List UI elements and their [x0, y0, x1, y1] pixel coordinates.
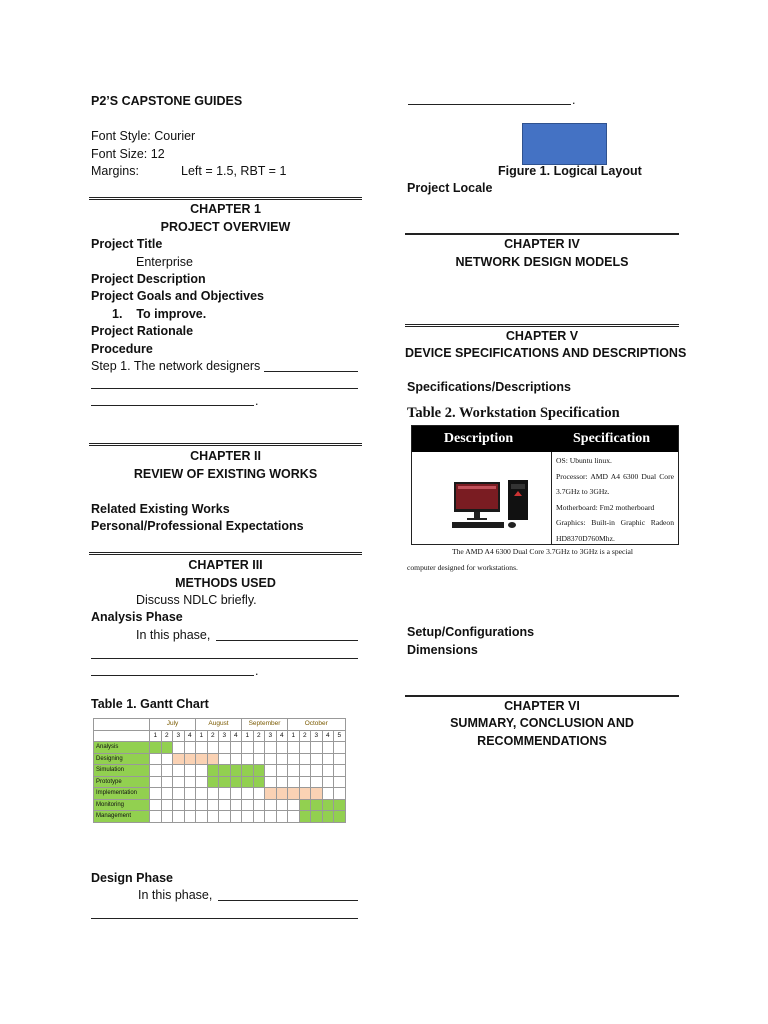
gantt-cell: [334, 765, 346, 777]
design-phase-heading: Design Phase: [91, 871, 173, 885]
gantt-bar-cell: [276, 788, 288, 800]
table-1-caption: Table 1. Gantt Chart: [91, 697, 209, 711]
gantt-cell: [288, 742, 300, 754]
gantt-cell: [184, 788, 196, 800]
gantt-cell: [288, 765, 300, 777]
gantt-month: August: [196, 719, 242, 731]
gantt-bar-cell: [334, 811, 346, 823]
gantt-cell: [276, 811, 288, 823]
gantt-bar-cell: [173, 753, 185, 765]
gantt-cell: [219, 753, 231, 765]
gantt-cell: [150, 753, 162, 765]
gantt-bar-cell: [219, 776, 231, 788]
gantt-cell: [311, 742, 323, 754]
blank-line: [91, 918, 358, 919]
margins-label: Margins:: [91, 164, 139, 178]
gantt-bar-cell: [253, 765, 265, 777]
gantt-week: 2: [207, 730, 219, 742]
gantt-cell: [242, 811, 254, 823]
gantt-cell: [276, 753, 288, 765]
gantt-cell: [207, 799, 219, 811]
project-locale-heading: Project Locale: [407, 181, 493, 195]
gantt-week: 3: [265, 730, 277, 742]
gantt-week: 4: [230, 730, 242, 742]
gantt-cell: [173, 765, 185, 777]
spec-note-line-2: computer designed for workstations.: [407, 563, 518, 572]
gantt-cell: [219, 799, 231, 811]
gantt-cell: [288, 811, 300, 823]
gantt-cell: [334, 776, 346, 788]
analysis-phase-heading: Analysis Phase: [91, 610, 183, 624]
expectations-heading: Personal/Professional Expectations: [91, 519, 304, 533]
gantt-cell: [299, 776, 311, 788]
chapter-3-title: METHODS USED: [175, 576, 276, 590]
gantt-week: 2: [253, 730, 265, 742]
gantt-cell: [196, 788, 208, 800]
gantt-cell: [161, 811, 173, 823]
gantt-week: 4: [184, 730, 196, 742]
table-2-caption: Table 2. Workstation Specification: [407, 405, 620, 421]
gantt-task-label: Monitoring: [94, 799, 150, 811]
gantt-cell: [253, 799, 265, 811]
related-works-heading: Related Existing Works: [91, 502, 230, 516]
chapter-6-title-line-1: SUMMARY, CONCLUSION AND: [450, 716, 634, 730]
chapter-2-title: REVIEW OF EXISTING WORKS: [133, 467, 318, 481]
gantt-bar-cell: [288, 788, 300, 800]
gantt-chart: [93, 718, 346, 823]
gantt-week: 3: [311, 730, 323, 742]
gantt-cell: [265, 742, 277, 754]
gantt-week: 4: [322, 730, 334, 742]
doc-title: P2’S CAPSTONE GUIDES: [91, 94, 243, 108]
goals-heading: Project Goals and Objectives: [91, 289, 264, 303]
figure-1-caption: Figure 1. Logical Layout: [498, 164, 642, 178]
gantt-cell: [288, 799, 300, 811]
gantt-week: 3: [173, 730, 185, 742]
blank-line: [216, 640, 358, 641]
workstation-image: [412, 452, 552, 544]
gantt-cell: [265, 776, 277, 788]
divider: [405, 233, 679, 235]
gantt-bar-cell: [196, 753, 208, 765]
gantt-cell: [207, 742, 219, 754]
gantt-cell: [230, 788, 242, 800]
gantt-week: 1: [242, 730, 254, 742]
gantt-bar-cell: [311, 788, 323, 800]
gantt-cell: [150, 765, 162, 777]
workstation-spec-table: [411, 425, 679, 545]
font-style-line: Font Style: Courier: [91, 129, 196, 143]
gantt-bar-cell: [242, 776, 254, 788]
gantt-cell: [161, 776, 173, 788]
gantt-cell: [207, 788, 219, 800]
divider: [89, 552, 362, 555]
gantt-cell: [173, 811, 185, 823]
blank-line: [218, 900, 358, 901]
gantt-cell: [253, 753, 265, 765]
gantt-cell: [207, 811, 219, 823]
goal-item-1: 1. To improve.: [112, 307, 207, 321]
gantt-cell: [219, 742, 231, 754]
gantt-cell: [230, 799, 242, 811]
gantt-cell: [334, 742, 346, 754]
divider: [89, 197, 362, 200]
gantt-cell: [184, 742, 196, 754]
gantt-cell: [253, 811, 265, 823]
gantt-cell: [242, 753, 254, 765]
chapter-4-number: CHAPTER IV: [504, 237, 580, 251]
chapter-5-number: CHAPTER V: [505, 329, 579, 343]
gantt-bar-cell: [150, 742, 162, 754]
blank-line: [408, 104, 571, 105]
design-phase-text: In this phase,: [138, 888, 213, 902]
gantt-month: July: [150, 719, 196, 731]
col-specification-header: Specification: [573, 431, 650, 446]
blank-line: [264, 371, 358, 372]
blank-line: [91, 388, 358, 389]
ndlc-text: Discuss NDLC briefly.: [136, 593, 257, 607]
gantt-month: September: [242, 719, 288, 731]
font-size-line: Font Size: 12: [91, 147, 165, 161]
gantt-row: [94, 811, 346, 823]
gantt-cell: [196, 799, 208, 811]
gantt-cell: [150, 788, 162, 800]
gantt-cell: [161, 788, 173, 800]
gantt-cell: [288, 753, 300, 765]
gantt-bar-cell: [299, 788, 311, 800]
divider: [89, 443, 362, 446]
gantt-week: 2: [299, 730, 311, 742]
gantt-cell: [173, 788, 185, 800]
gantt-week: 1: [288, 730, 300, 742]
gantt-corner: [94, 730, 150, 742]
analysis-phase-text: In this phase,: [136, 628, 211, 642]
gantt-row: [94, 765, 346, 777]
gantt-task-label: Simulation: [94, 765, 150, 777]
gantt-task-label: Designing: [94, 753, 150, 765]
chapter-5-title: DEVICE SPECIFICATIONS AND DESCRIPTIONS: [405, 346, 687, 360]
gantt-cell: [196, 742, 208, 754]
gantt-cell: [242, 799, 254, 811]
gantt-cell: [196, 776, 208, 788]
gantt-cell: [150, 811, 162, 823]
gantt-month: October: [288, 719, 346, 731]
gantt-cell: [322, 753, 334, 765]
gantt-cell: [334, 753, 346, 765]
gantt-cell: [322, 788, 334, 800]
gantt-cell: [161, 753, 173, 765]
chapter-1-number: CHAPTER 1: [190, 202, 261, 216]
gantt-cell: [184, 799, 196, 811]
divider: [405, 695, 679, 697]
gantt-bar-cell: [299, 799, 311, 811]
gantt-bar-cell: [334, 799, 346, 811]
gantt-cell: [265, 753, 277, 765]
gantt-cell: [173, 742, 185, 754]
gantt-bar-cell: [253, 776, 265, 788]
gantt-bar-cell: [311, 811, 323, 823]
period: .: [572, 93, 576, 107]
divider: [405, 324, 679, 327]
gantt-cell: [150, 776, 162, 788]
chapter-1-title: PROJECT OVERVIEW: [160, 220, 291, 234]
procedure-heading: Procedure: [91, 342, 153, 356]
spec-note-line-1: The AMD A4 6300 Dual Core 3.7GHz to 3GHz is a special: [452, 547, 633, 556]
gantt-cell: [230, 742, 242, 754]
gantt-cell: [173, 799, 185, 811]
spec-line: Processor: AMD A4 6300 Dual Core 3.7GHz to 3GHz.: [556, 471, 674, 496]
gantt-bar-cell: [207, 753, 219, 765]
gantt-bar-cell: [311, 799, 323, 811]
chapter-4-title: NETWORK DESIGN MODELS: [455, 255, 629, 269]
project-description-heading: Project Description: [91, 272, 206, 286]
gantt-week: 2: [161, 730, 173, 742]
gantt-cell: [184, 765, 196, 777]
gantt-bar-cell: [230, 765, 242, 777]
gantt-cell: [161, 799, 173, 811]
gantt-cell: [322, 765, 334, 777]
spec-list: [552, 452, 678, 544]
gantt-week: 1: [196, 730, 208, 742]
enterprise-text: Enterprise: [136, 255, 193, 269]
gantt-cell: [219, 788, 231, 800]
gantt-cell: [311, 765, 323, 777]
gantt-cell: [184, 776, 196, 788]
blank-line: [91, 658, 358, 659]
col-description-header: Description: [443, 431, 514, 446]
dimensions-heading: Dimensions: [407, 643, 478, 657]
gantt-cell: [276, 765, 288, 777]
gantt-bar-cell: [207, 776, 219, 788]
gantt-bar-cell: [299, 811, 311, 823]
gantt-bar-cell: [265, 788, 277, 800]
gantt-cell: [265, 765, 277, 777]
gantt-cell: [322, 742, 334, 754]
step-1-text: Step 1. The network designers: [91, 359, 261, 373]
blank-line: [91, 675, 254, 676]
spec-line: OS: Ubuntu linux.: [556, 456, 612, 465]
gantt-cell: [242, 742, 254, 754]
gantt-cell: [230, 753, 242, 765]
rationale-heading: Project Rationale: [91, 324, 194, 338]
gantt-row: [94, 788, 346, 800]
setup-heading: Setup/Configurations: [407, 625, 535, 639]
gantt-cell: [288, 776, 300, 788]
gantt-cell: [196, 765, 208, 777]
gantt-bar-cell: [230, 776, 242, 788]
chapter-3-number: CHAPTER III: [188, 558, 263, 572]
gantt-week: 3: [219, 730, 231, 742]
gantt-task-label: Management: [94, 811, 150, 823]
blank-line: [91, 405, 254, 406]
gantt-task-label: Prototype: [94, 776, 150, 788]
gantt-week: 5: [334, 730, 346, 742]
gantt-bar-cell: [184, 753, 196, 765]
gantt-row: [94, 799, 346, 811]
gantt-cell: [150, 799, 162, 811]
gantt-cell: [173, 776, 185, 788]
gantt-week: 1: [150, 730, 162, 742]
gantt-cell: [276, 776, 288, 788]
spec-line: Motherboard: Fm2 motherboard: [556, 502, 655, 512]
gantt-bar-cell: [322, 799, 334, 811]
gantt-cell: [299, 753, 311, 765]
gantt-cell: [311, 753, 323, 765]
gantt-cell: [322, 776, 334, 788]
gantt-cell: [196, 811, 208, 823]
chapter-2-number: CHAPTER II: [190, 449, 261, 463]
gantt-cell: [299, 765, 311, 777]
gantt-row: [94, 753, 346, 765]
gantt-cell: [265, 799, 277, 811]
gantt-row: [94, 742, 346, 754]
gantt-bar-cell: [219, 765, 231, 777]
gantt-corner: [94, 719, 150, 731]
gantt-cell: [253, 742, 265, 754]
gantt-bar-cell: [242, 765, 254, 777]
gantt-cell: [219, 811, 231, 823]
chapter-6-number: CHAPTER VI: [504, 699, 580, 713]
period: .: [255, 394, 259, 408]
project-title-heading: Project Title: [91, 237, 163, 251]
gantt-cell: [299, 742, 311, 754]
gantt-cell: [265, 811, 277, 823]
gantt-cell: [276, 799, 288, 811]
margins-value: Left = 1.5, RBT = 1: [181, 164, 287, 178]
gantt-cell: [184, 811, 196, 823]
gantt-cell: [311, 776, 323, 788]
gantt-bar-cell: [207, 765, 219, 777]
gantt-row: [94, 776, 346, 788]
logical-layout-figure: [522, 123, 607, 165]
gantt-week: 4: [276, 730, 288, 742]
gantt-bar-cell: [322, 811, 334, 823]
gantt-cell: [334, 788, 346, 800]
gantt-cell: [230, 811, 242, 823]
specifications-heading: Specifications/Descriptions: [407, 380, 571, 394]
gantt-task-label: Implementation: [94, 788, 150, 800]
chapter-6-title-line-2: RECOMMENDATIONS: [477, 734, 607, 748]
gantt-cell: [276, 742, 288, 754]
gantt-cell: [242, 788, 254, 800]
gantt-cell: [253, 788, 265, 800]
period: .: [255, 664, 259, 678]
gantt-task-label: Analysis: [94, 742, 150, 754]
gantt-bar-cell: [161, 742, 173, 754]
gantt-cell: [161, 765, 173, 777]
spec-line: Graphics: Built-in Graphic Radeon HD8370D760Mhz.: [556, 518, 674, 543]
